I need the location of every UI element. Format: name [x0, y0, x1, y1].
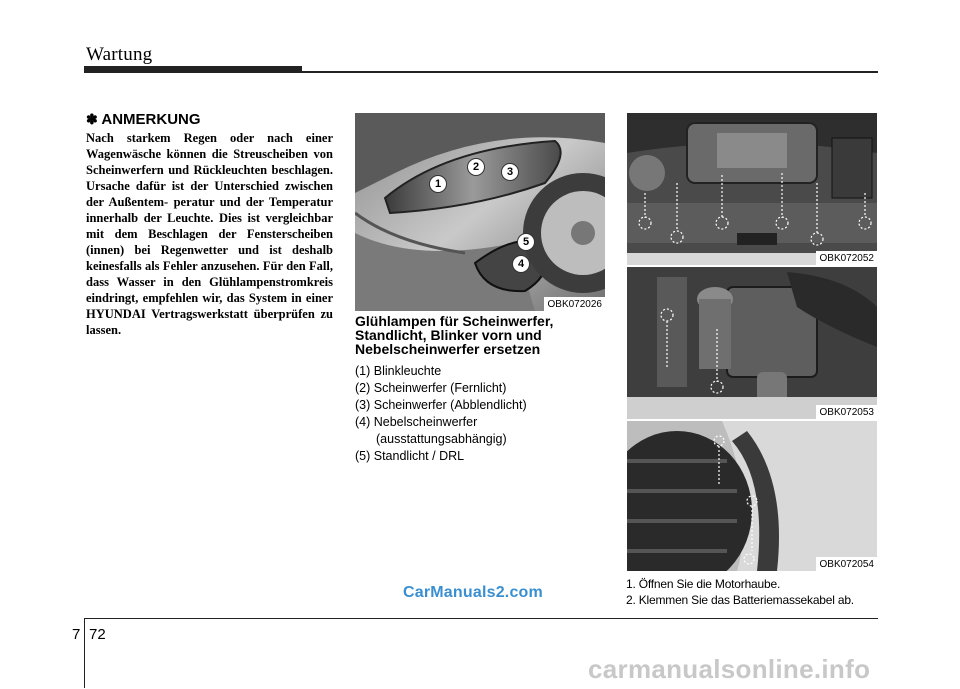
callout-3: 3: [501, 163, 519, 181]
callout-4: 4: [512, 255, 530, 273]
callout-2: 2: [467, 158, 485, 176]
engine-photo-2: [627, 267, 877, 419]
fuse-box-illustration: [627, 267, 877, 419]
footer-divider: [84, 618, 85, 688]
engine-bay-illustration: [627, 113, 877, 265]
note-heading: [86, 111, 201, 128]
watermark-link[interactable]: CarManuals2.com: [403, 584, 543, 601]
procedure-steps: [626, 576, 886, 608]
list-item: (3) Scheinwerfer (Abblendlicht): [355, 398, 527, 412]
note-heading-label: ANMERKUNG: [101, 111, 201, 128]
page-number: 72: [89, 626, 106, 643]
header-rule: [84, 71, 878, 73]
headlight-illustration: [355, 113, 605, 311]
list-item: (1) Blinkleuchte: [355, 364, 442, 378]
list-item: (2) Scheinwerfer (Fernlicht): [355, 381, 507, 395]
engine-image-1-code: OBK072052: [816, 251, 878, 265]
headlight-image-code: OBK072026: [544, 297, 606, 311]
section-title: Glühlampen für Scheinwerfer, Standlicht, Blinker vorn und Nebelscheinwerfer ersetzen: [355, 313, 554, 357]
step-item: 2. Klemmen Sie das Batteriemassekabel ab.: [626, 593, 854, 607]
engine-photo-3: [627, 421, 877, 571]
note-star-icon: ✽: [86, 111, 98, 127]
engine-image-3-code: OBK072054: [816, 557, 878, 571]
chapter-number: 7: [72, 626, 81, 643]
callout-5: 5: [517, 233, 535, 251]
list-item: (5) Standlicht / DRL: [355, 449, 465, 463]
engine-image-2-code: OBK072053: [816, 405, 878, 419]
wheel-arch-illustration: [627, 421, 877, 571]
footer-rule: [84, 618, 878, 619]
list-item: (4) Nebelscheinwerfer: [355, 415, 478, 429]
list-item-note: (ausstattungsabhängig): [376, 432, 507, 446]
engine-photo-1: [627, 113, 877, 265]
step-item: 1. Öffnen Sie die Motorhaube.: [626, 577, 781, 591]
callout-1: 1: [429, 175, 447, 193]
bulb-list: [355, 363, 605, 465]
note-body: Nach starkem Regen oder nach einer Wagenwäsche können die Streuscheiben von Scheinwerfern und Rückleuchten beschlagen. Ursache dafür ist der Unterschied zwischen der Außentem- peratur und der Temperatur innerhalb der Leuchte. Dies ist vergleichbar mit dem Beschlagen der Fensterscheiben (innen) bei Regenwetter und ist deshalb keinesfalls als Fehler anzusehen. Für den Fall, dass Wasser in den Glühlampenstromkreis eindringt, empfehlen wir, das System in einer HYUNDAI Vertragswerkstatt überprüfen zu lassen.: [86, 131, 333, 337]
page-section-title: Wartung: [86, 44, 153, 65]
headlight-photo: [355, 113, 605, 311]
site-watermark: carmanualsonline.info: [588, 654, 871, 684]
